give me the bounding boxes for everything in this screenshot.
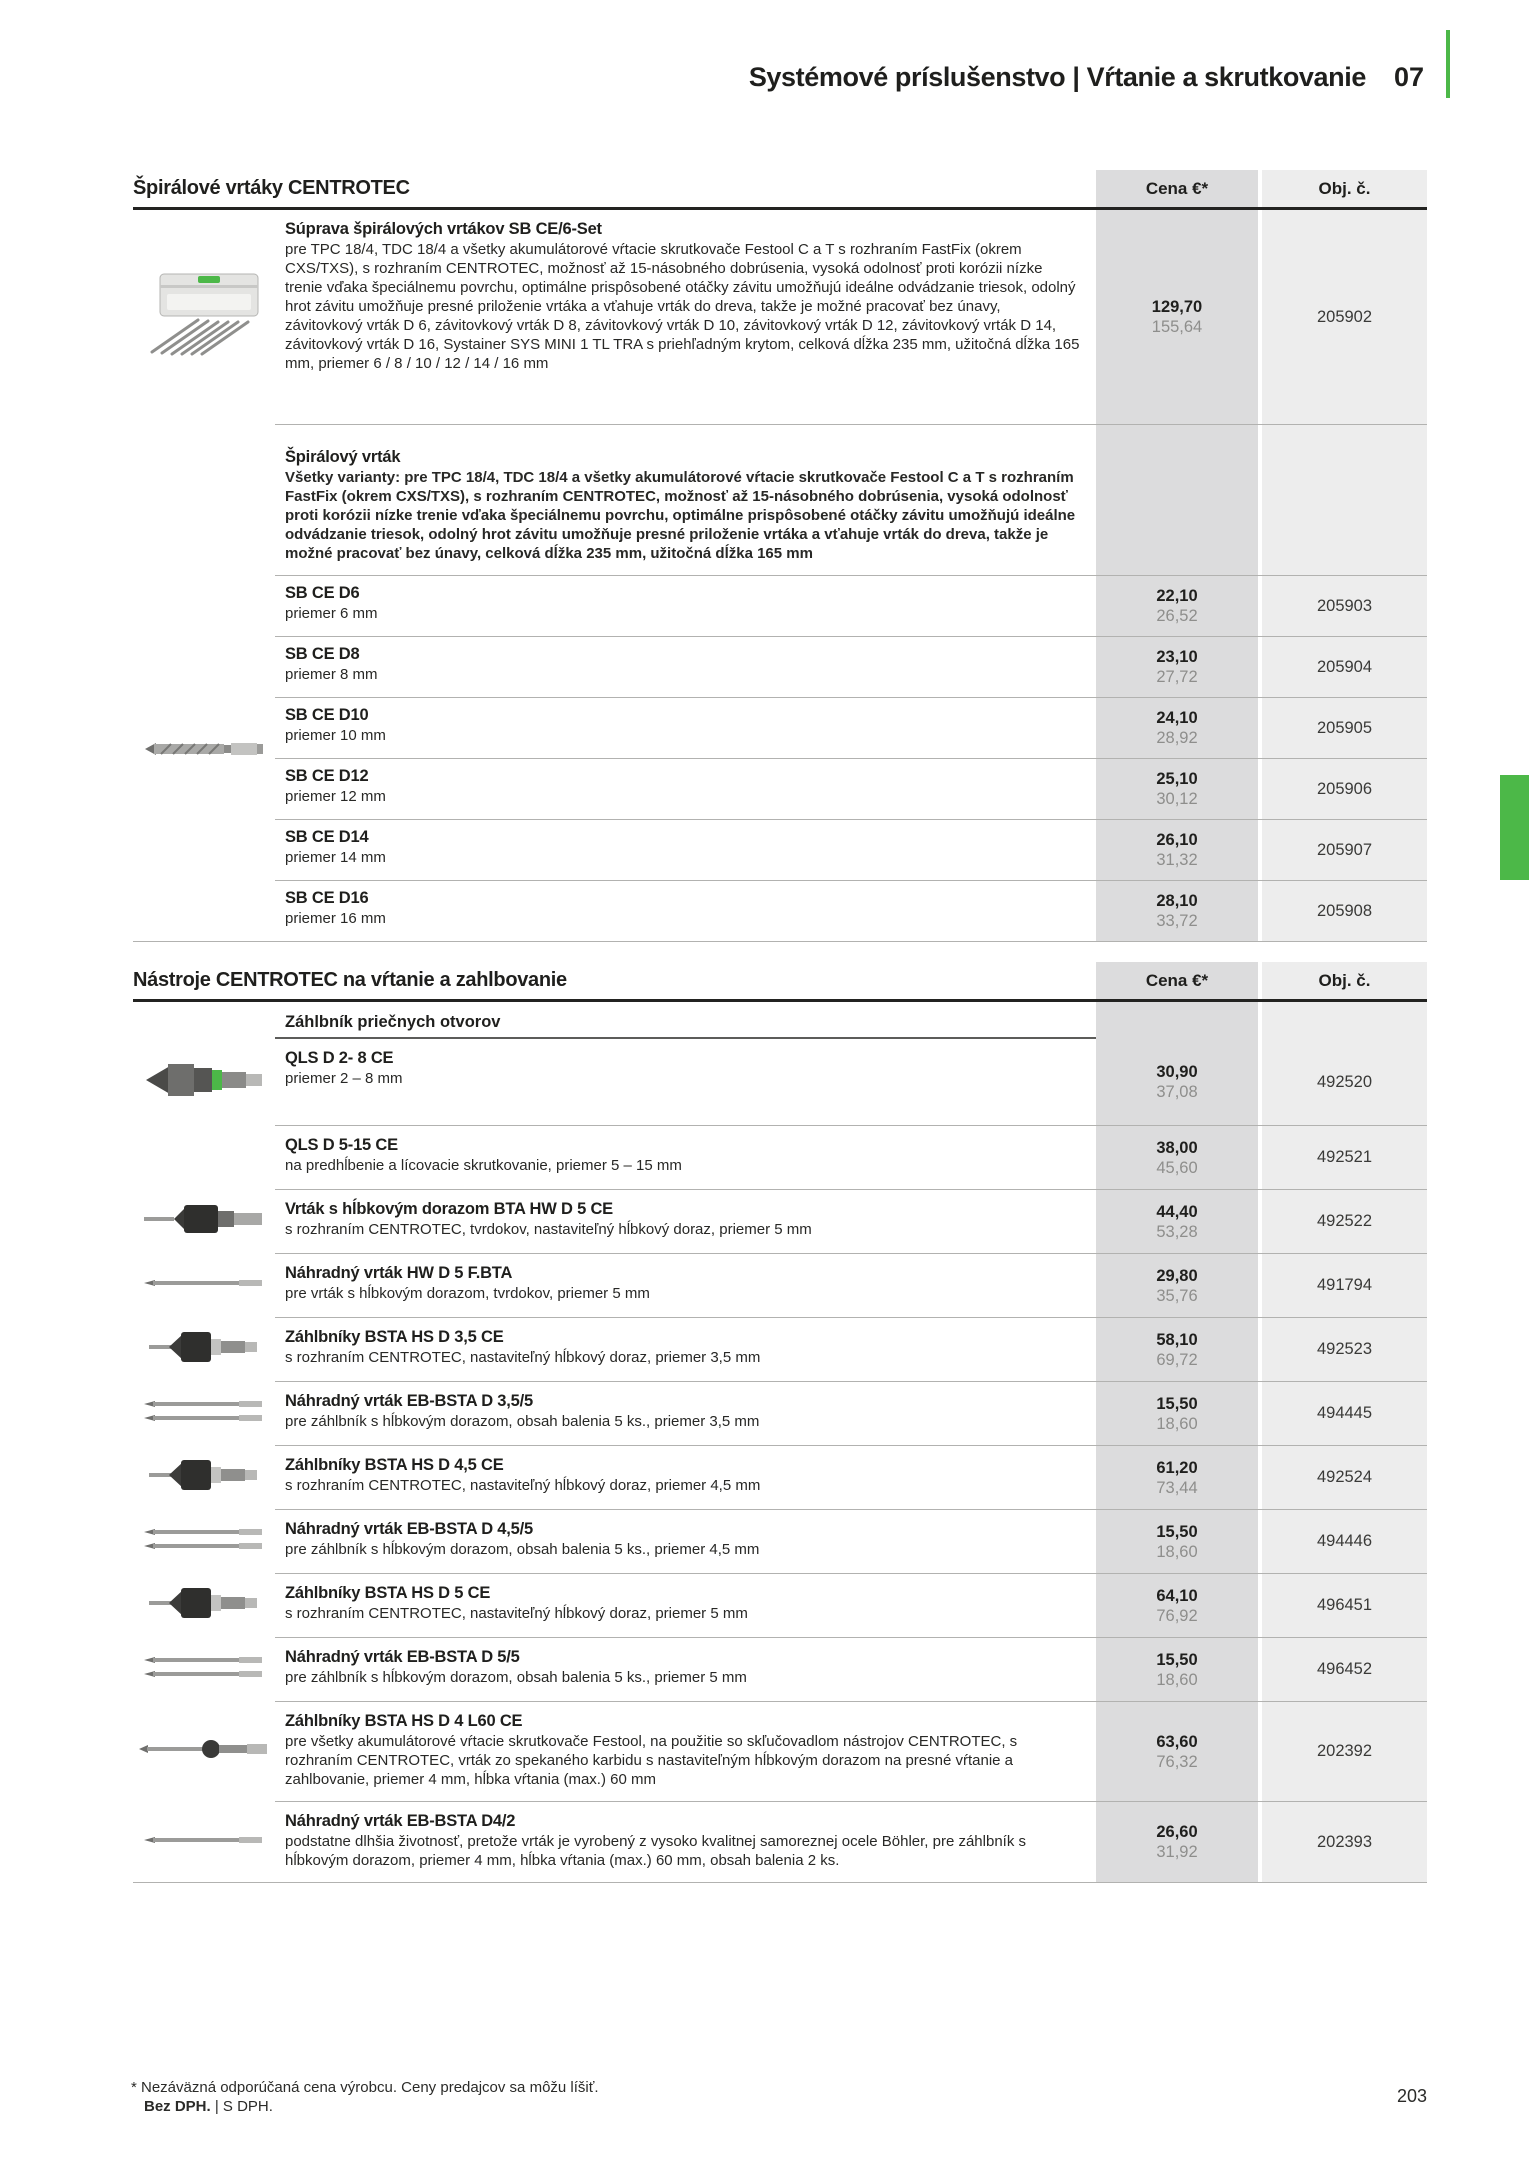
product-description: pre TPC 18/4, TDC 18/4 a všetky akumulátorové vŕtacie skrutkovače Festool C a T s rozhraním FastFix (okrem CXS/TXS), s rozhraním CENTROTEC, možnosť až 15-násobného dobrúsenia, vysoká odolnosť proti korózii nízke trenie vďaka špeciálnemu povrchu, optimálne prispôsobené otáčky závitu umožňujú ideálne odvádzanie triesok, odolný hrot závitu umožňuje presné priloženie vrtáka a vťahuje vrták do dreva, takže je možné pracovať bez únavy, závitovkový vrták D 6, závitovkový vrták D 8, závitovkový vrták D 10, závitovkový vrták D 12, závitovkový vrták D 14, závitovkový vrták D 16, Systainer SYS MINI 1 TL TRA s priehľadným krytom, celková dĺžka 235 mm, užitočná dĺžka 165 mm, priemer 6 / 8 / 10 / 12 / 14 / 16 mm (285, 241, 1080, 372)
table-rows (133, 210, 1427, 942)
product-name: QLS D 5-15 CE (285, 1136, 398, 1154)
order-number-cell (1262, 1317, 1427, 1381)
product-text (275, 1039, 1096, 1125)
order-number: 205907 (1316, 840, 1373, 859)
price-cell (1096, 880, 1258, 941)
product-description: pre všetky akumulátorové vŕtacie skrutkovače Festool, na použitie so skľučovadlom nástrojov CENTROTEC, s rozhraním CENTROTEC, vrták zo spekaného karbidu s nastaviteľným hĺbkovým dorazom na presné vŕtanie a zahlbovanie, priemer 4 mm, hĺbka vŕtania (max.) 60 mm (285, 1733, 1018, 1788)
product-description: priemer 2 – 8 mm (285, 1070, 403, 1087)
order-number-cell (1262, 1637, 1427, 1701)
table-spiral-drills (133, 170, 1427, 942)
price-incl-vat: 73,44 (1156, 1478, 1198, 1497)
product-image (133, 758, 275, 819)
price-excl-vat: 22,10 (1156, 587, 1198, 605)
group-subheader-row (133, 1002, 1427, 1039)
product-row (133, 758, 1427, 819)
thin-drill-icon (144, 1276, 264, 1294)
product-image (133, 1002, 275, 1039)
order-number: 492522 (1316, 1212, 1373, 1230)
product-text (275, 1637, 1096, 1701)
order-number: 205905 (1316, 718, 1373, 737)
product-text (275, 210, 1096, 424)
product-row (133, 1039, 1427, 1125)
product-description: priemer 8 mm (285, 666, 378, 683)
order-number-cell (1262, 1445, 1427, 1509)
product-name: Špirálový vrták (285, 448, 401, 466)
table-rows (133, 1002, 1427, 1883)
page-header (0, 62, 1424, 93)
product-image (133, 1573, 275, 1637)
table-header-row (133, 170, 1427, 210)
product-text (275, 1573, 1096, 1637)
product-text (275, 1253, 1096, 1317)
order-number-cell (1262, 1801, 1427, 1882)
product-name: Náhradný vrták EB-BSTA D 5/5 (285, 1648, 520, 1666)
order-number-cell (1262, 1381, 1427, 1445)
order-number-cell (1262, 1573, 1427, 1637)
product-row (133, 636, 1427, 697)
product-row (133, 1637, 1427, 1701)
price-incl-vat: 155,64 (1151, 318, 1203, 336)
product-image (133, 210, 275, 424)
product-row (133, 1381, 1427, 1445)
order-column-header: Obj. č. (1262, 962, 1427, 999)
product-image (133, 1381, 275, 1445)
order-number-cell (1262, 1125, 1427, 1189)
price-excl-vat: 25,10 (1156, 770, 1198, 788)
order-number: 205904 (1316, 657, 1373, 676)
price-incl-vat: 28,92 (1156, 729, 1198, 747)
product-row (133, 1445, 1427, 1509)
price-incl-vat: 18,60 (1156, 1542, 1198, 1561)
order-number: 494445 (1316, 1404, 1373, 1422)
price-excl-vat: 63,60 (1156, 1732, 1198, 1751)
order-number-cell (1262, 210, 1427, 424)
product-row (133, 1509, 1427, 1573)
thin-drill-pair-icon (144, 1398, 264, 1429)
price-cell (1096, 1253, 1258, 1317)
product-description: priemer 6 mm (285, 605, 378, 622)
order-number: 205908 (1316, 901, 1373, 920)
product-image (133, 1445, 275, 1509)
price-cell (1096, 1701, 1258, 1801)
product-text (275, 819, 1096, 880)
product-name: Súprava špirálových vrtákov SB CE/6-Set (285, 220, 602, 238)
order-number-cell (1262, 1189, 1427, 1253)
product-text (275, 1509, 1096, 1573)
thin-drill-pair-icon (144, 1654, 264, 1685)
price-incl-vat: 53,28 (1156, 1222, 1198, 1241)
price-excl-vat: 58,10 (1156, 1330, 1198, 1349)
product-name: Náhradný vrták EB-BSTA D 4,5/5 (285, 1520, 533, 1538)
product-image (133, 1125, 275, 1189)
product-name: Náhradný vrták HW D 5 F.BTA (285, 1264, 513, 1282)
product-name: Záhlbníky BSTA HS D 5 CE (285, 1584, 491, 1602)
order-number-cell (1262, 880, 1427, 941)
price-excl-vat: 26,10 (1156, 831, 1198, 849)
systainer-set-icon (140, 268, 268, 361)
price-excl-vat: 44,40 (1156, 1202, 1198, 1221)
product-name: Záhlbníky BSTA HS D 4 L60 CE (285, 1712, 523, 1730)
product-row (133, 575, 1427, 636)
price-excl-vat: 15,50 (1156, 1394, 1198, 1413)
product-text (275, 1701, 1096, 1801)
product-name: SB CE D6 (285, 584, 360, 602)
order-number-cell (1262, 1701, 1427, 1801)
price-cell (1096, 636, 1258, 697)
product-description: pre vrták s hĺbkovým dorazom, tvrdokov, priemer 5 mm (285, 1285, 650, 1302)
bsta-countersink-icon (149, 1324, 259, 1375)
price-excl-vat: 15,50 (1156, 1522, 1198, 1541)
product-description: Všetky varianty: pre TPC 18/4, TDC 18/4 a všetky akumulátorové vŕtacie skrutkovače Festool C a T s rozhraním FastFix (okrem CXS/TXS), s rozhraním CENTROTEC, možnosť až 15-násobného dobrúsenia, vysoká odolnosť proti korózii nízke trenie vďaka špeciálnemu povrchu, optimálne prispôsobené otáčky závitu umožňujú ideálne odvádzanie triesok, odolný hrot závitu umožňuje presné priloženie vrtáka a vťahuje vrták do dreva, takže je možné pracovať bez únavy, celková dĺžka 235 mm, užitočná dĺžka 165 mm (285, 469, 1076, 562)
price-cell (1096, 210, 1258, 424)
price-cell (1096, 758, 1258, 819)
page-title: Systémové príslušenstvo | Vŕtanie a skrutkovanie (748, 62, 1366, 92)
thin-drill-pair-icon (144, 1526, 264, 1557)
price-cell (1096, 575, 1258, 636)
product-image (133, 1701, 275, 1801)
product-description: s rozhraním CENTROTEC, tvrdokov, nastaviteľný hĺbkový doraz, priemer 5 mm (285, 1221, 812, 1238)
product-row (133, 1189, 1427, 1253)
spiral-drill-image (133, 736, 275, 767)
order-number: 202393 (1316, 1832, 1373, 1851)
product-image (133, 1317, 275, 1381)
order-number: 492521 (1316, 1148, 1373, 1166)
order-number-cell (1262, 758, 1427, 819)
price-cell (1096, 424, 1258, 575)
product-name: SB CE D14 (285, 828, 369, 846)
product-row (133, 424, 1427, 575)
product-description: pre záhlbník s hĺbkovým dorazom, obsah balenia 5 ks., priemer 3,5 mm (285, 1413, 760, 1430)
table-centrotec-tools (133, 962, 1427, 1883)
product-image (133, 1801, 275, 1882)
price-cell (1096, 1509, 1258, 1573)
qls-countersink-icon (144, 1054, 264, 1111)
price-incl-vat: 76,92 (1156, 1606, 1198, 1625)
product-row (133, 1701, 1427, 1801)
price-incl-vat: 18,60 (1156, 1414, 1198, 1433)
price-incl-vat: 76,32 (1156, 1752, 1198, 1771)
price-incl-vat: 35,76 (1156, 1286, 1198, 1305)
thin-drill-icon (144, 1833, 264, 1851)
product-image (133, 1637, 275, 1701)
product-name: Vrták s hĺbkovým dorazom BTA HW D 5 CE (285, 1200, 613, 1218)
product-description: s rozhraním CENTROTEC, nastaviteľný hĺbkový doraz, priemer 4,5 mm (285, 1477, 761, 1494)
page-edge-tab (1500, 775, 1529, 880)
product-text (275, 1317, 1096, 1381)
product-image (133, 1253, 275, 1317)
product-row (133, 1573, 1427, 1637)
order-number-cell (1262, 636, 1427, 697)
order-number-cell (1262, 1509, 1427, 1573)
product-row (133, 1317, 1427, 1381)
price-incl-vat: 31,92 (1156, 1843, 1198, 1861)
product-name: Záhlbníky BSTA HS D 3,5 CE (285, 1328, 504, 1346)
price-cell (1096, 1381, 1258, 1445)
price-cell (1096, 1002, 1258, 1039)
price-incl-vat: 37,08 (1156, 1083, 1198, 1101)
price-incl-vat: 33,72 (1156, 912, 1198, 930)
product-text (275, 758, 1096, 819)
order-number: 492523 (1316, 1340, 1373, 1358)
product-image (133, 1189, 275, 1253)
l60-drill-icon (139, 1734, 269, 1769)
product-image (133, 636, 275, 697)
price-cell (1096, 1637, 1258, 1701)
table-title: Nástroje CENTROTEC na vŕtanie a zahlbovanie (133, 969, 567, 991)
order-number: 492524 (1316, 1468, 1373, 1486)
order-number: 496451 (1316, 1596, 1373, 1614)
price-excl-vat: 61,20 (1156, 1458, 1198, 1477)
product-text (275, 1125, 1096, 1189)
product-text (275, 1381, 1096, 1445)
product-name: SB CE D10 (285, 706, 369, 724)
order-number: 496452 (1316, 1660, 1373, 1678)
footnote-line: * Nezáväzná odporúčaná cena výrobcu. Ceny predajcov sa môžu líšiť. (131, 2079, 599, 2096)
order-number: 202392 (1316, 1742, 1373, 1760)
product-description: na predhĺbenie a lícovacie skrutkovanie, priemer 5 – 15 mm (285, 1157, 682, 1174)
bsta-countersink-icon (149, 1580, 259, 1631)
product-text (275, 636, 1096, 697)
price-cell (1096, 1317, 1258, 1381)
price-excl-vat: 26,60 (1156, 1823, 1198, 1841)
product-name: SB CE D8 (285, 645, 360, 663)
order-column-header: Obj. č. (1262, 170, 1427, 207)
product-image (133, 880, 275, 941)
price-cell (1096, 697, 1258, 758)
price-incl-vat: 69,72 (1156, 1350, 1198, 1369)
order-number-cell (1262, 697, 1427, 758)
product-row (133, 819, 1427, 880)
product-description: priemer 14 mm (285, 849, 386, 866)
product-description: priemer 10 mm (285, 727, 386, 744)
product-image (133, 575, 275, 636)
price-incl-vat: 27,72 (1156, 668, 1198, 686)
product-name: Náhradný vrták EB-BSTA D4/2 (285, 1812, 516, 1830)
product-image (133, 424, 275, 575)
product-text (275, 1189, 1096, 1253)
price-cell (1096, 1039, 1258, 1125)
order-number: 205906 (1316, 779, 1373, 798)
product-row (133, 210, 1427, 424)
product-image (133, 819, 275, 880)
order-number: 205903 (1316, 596, 1373, 615)
product-name: QLS D 2- 8 CE (285, 1049, 394, 1067)
order-number: 205902 (1316, 307, 1373, 326)
product-name: SB CE D12 (285, 767, 369, 785)
product-name: Záhlbníky BSTA HS D 4,5 CE (285, 1456, 504, 1474)
price-excl-vat: 38,00 (1156, 1138, 1198, 1157)
product-row (133, 880, 1427, 941)
price-cell (1096, 1573, 1258, 1637)
page-number: 203 (1396, 2086, 1427, 2106)
price-column-header: Cena €* (1096, 962, 1258, 999)
vat-note-rest: | S DPH. (210, 2098, 273, 2115)
product-description: priemer 12 mm (285, 788, 386, 805)
table-title: Špirálové vrtáky CENTROTEC (133, 177, 410, 199)
order-number-cell (1262, 575, 1427, 636)
product-name: SB CE D16 (285, 889, 369, 907)
order-number-cell (1262, 1039, 1427, 1125)
order-number-cell (1262, 1002, 1427, 1039)
price-excl-vat: 28,10 (1156, 892, 1198, 910)
product-description: podstatne dlhšia životnosť, pretože vrták je vyrobený z vysoko kvalitnej samoreznej ocele Böhler, pre záhlbník s hĺbkovým dorazom, priemer 4 mm, hĺbka vŕtania (max.) 60 mm, obsah balenia 2 ks. (285, 1833, 1027, 1869)
price-column-header: Cena €* (1096, 170, 1258, 207)
vat-note-bold: Bez DPH. (144, 2098, 211, 2115)
chapter-number: 07 (1393, 62, 1424, 92)
spiral-drill-icon (145, 736, 263, 767)
table-header-row (133, 962, 1427, 1002)
price-excl-vat: 30,90 (1156, 1063, 1198, 1081)
price-excl-vat: 23,10 (1156, 648, 1198, 666)
product-text (275, 424, 1096, 575)
product-image (133, 1509, 275, 1573)
price-cell (1096, 1445, 1258, 1509)
price-cell (1096, 819, 1258, 880)
product-description: s rozhraním CENTROTEC, nastaviteľný hĺbkový doraz, priemer 5 mm (285, 1605, 748, 1622)
product-text (275, 880, 1096, 941)
price-incl-vat: 26,52 (1156, 607, 1198, 625)
group-subheader: Záhlbník priečnych otvorov (285, 1013, 501, 1031)
order-number-cell (1262, 1253, 1427, 1317)
price-excl-vat: 29,80 (1156, 1266, 1198, 1285)
price-excl-vat: 64,10 (1156, 1586, 1198, 1605)
product-description: pre záhlbník s hĺbkovým dorazom, obsah balenia 5 ks., priemer 5 mm (285, 1669, 747, 1686)
product-row (133, 1253, 1427, 1317)
product-text (275, 1801, 1096, 1882)
header-accent-line (1446, 30, 1450, 98)
order-number: 492520 (1316, 1072, 1373, 1091)
product-row (133, 697, 1427, 758)
product-text (275, 1445, 1096, 1509)
product-row (133, 1125, 1427, 1189)
bsta-countersink-icon (149, 1452, 259, 1503)
price-incl-vat: 30,12 (1156, 790, 1198, 808)
price-incl-vat: 18,60 (1156, 1670, 1198, 1689)
product-description: pre záhlbník s hĺbkovým dorazom, obsah balenia 5 ks., priemer 4,5 mm (285, 1541, 760, 1558)
order-number: 494446 (1316, 1532, 1373, 1550)
product-text (275, 697, 1096, 758)
order-number-cell (1262, 819, 1427, 880)
price-cell (1096, 1189, 1258, 1253)
order-number-cell (1262, 424, 1427, 575)
price-excl-vat: 24,10 (1156, 709, 1198, 727)
product-description: s rozhraním CENTROTEC, nastaviteľný hĺbkový doraz, priemer 3,5 mm (285, 1349, 761, 1366)
price-incl-vat: 45,60 (1156, 1158, 1198, 1177)
product-text (275, 575, 1096, 636)
price-incl-vat: 31,32 (1156, 851, 1198, 869)
order-number: 491794 (1316, 1276, 1373, 1294)
price-cell (1096, 1801, 1258, 1882)
product-image (133, 1039, 275, 1125)
product-name: Náhradný vrták EB-BSTA D 3,5/5 (285, 1392, 533, 1410)
product-description: priemer 16 mm (285, 910, 386, 927)
price-excl-vat: 129,70 (1151, 298, 1203, 316)
product-text (275, 1002, 1096, 1039)
price-cell (1096, 1125, 1258, 1189)
product-row (133, 1801, 1427, 1882)
price-excl-vat: 15,50 (1156, 1650, 1198, 1669)
bta-countersink-icon (144, 1199, 264, 1244)
